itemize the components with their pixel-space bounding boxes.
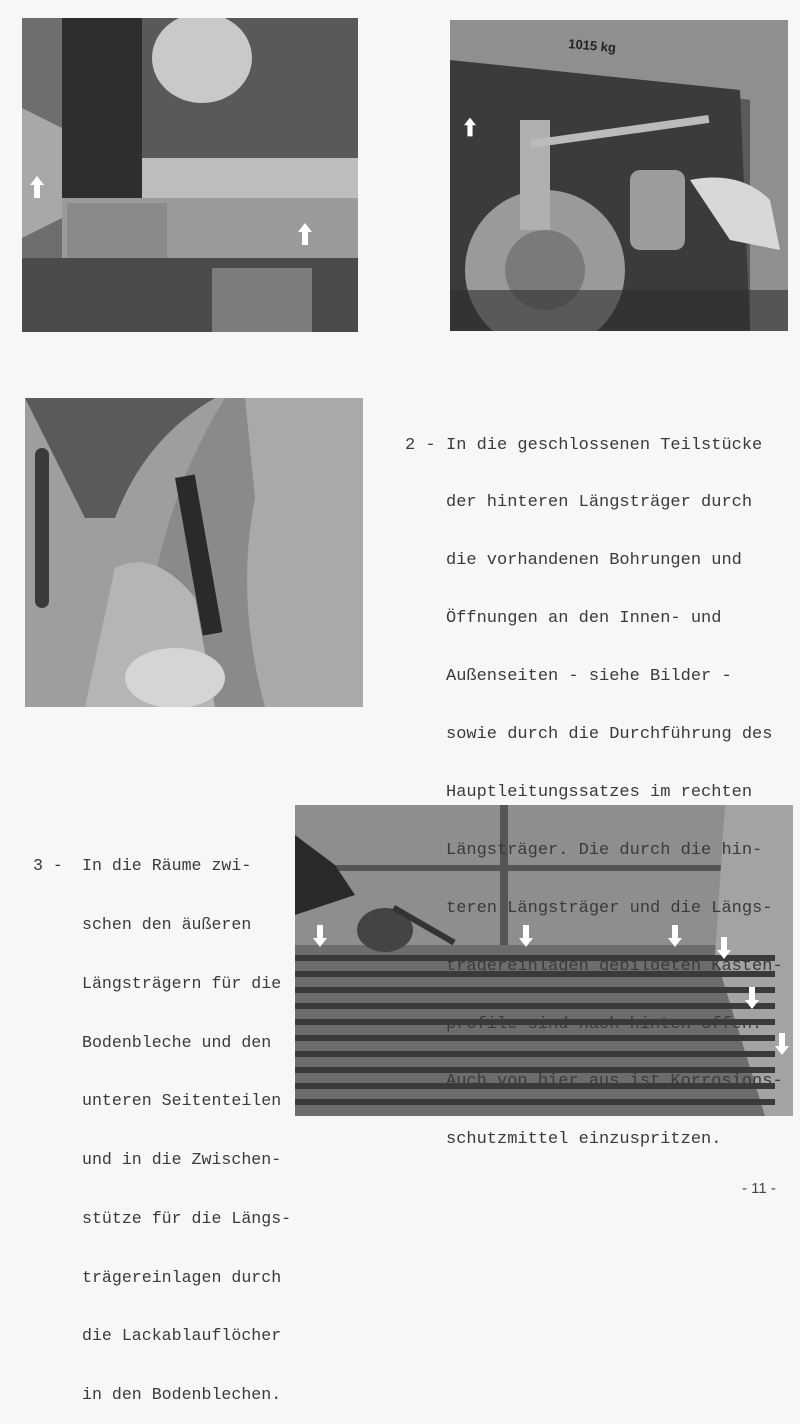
text-line: teren Längsträger und die Längs- — [446, 898, 773, 918]
arrow-up-icon — [30, 176, 44, 198]
text-line: stütze für die Längs- — [82, 1208, 292, 1228]
text-line: die Lackablauflöcher — [82, 1326, 282, 1346]
text-line: trägereinlagen durch — [82, 1267, 282, 1287]
text-line: in den Bodenblechen. — [82, 1385, 282, 1405]
text-line: der hinteren Längsträger durch — [446, 493, 753, 513]
text-line: sowie durch die Durchführung des — [446, 725, 773, 745]
text-line: Auch von hier aus ist Korrosions- — [446, 1072, 783, 1092]
text-line: schutzmittel einzuspritzen. — [446, 1130, 722, 1150]
text-line: trägereinlagen gebildeten Kasten- — [446, 956, 783, 976]
page-number: - 11 - — [742, 1180, 776, 1197]
text-line: Außenseiten - siehe Bilder - — [446, 667, 732, 687]
photo-underbody-frame — [22, 18, 358, 332]
text-line: unteren Seitenteilen — [82, 1091, 282, 1111]
step-2-instructions — [405, 397, 783, 1169]
text-line: In die Räume zwi- — [82, 856, 252, 876]
text-line: und in die Zwischen- — [82, 1150, 282, 1170]
text-line: In die geschlossenen Teilstücke — [446, 435, 763, 455]
text-line: Hauptleitungssatzes im rechten — [446, 782, 753, 802]
step-number: 3 - — [33, 856, 63, 876]
photo-rear-axle-spray — [450, 20, 788, 331]
arrow-up-icon — [464, 117, 476, 137]
weight-label: 1015 kg — [567, 36, 617, 56]
text-line: Bodenbleche und den — [82, 1032, 272, 1052]
photo-side-member-spray — [25, 398, 363, 707]
text-line: schen den äußeren — [82, 914, 252, 934]
step-3-instructions — [33, 817, 291, 1424]
text-line: profile sind nach hinten offen. — [446, 1014, 763, 1034]
text-line: Längsträger. Die durch die hin- — [446, 840, 763, 860]
text-line: Längsträgern für die — [82, 973, 282, 993]
arrow-up-icon — [298, 223, 312, 245]
text-line: Öffnungen an den Innen- und — [446, 609, 722, 629]
text-line: die vorhandenen Bohrungen und — [446, 551, 742, 571]
arrow-down-icon — [313, 925, 327, 947]
step-number: 2 - — [405, 435, 436, 455]
